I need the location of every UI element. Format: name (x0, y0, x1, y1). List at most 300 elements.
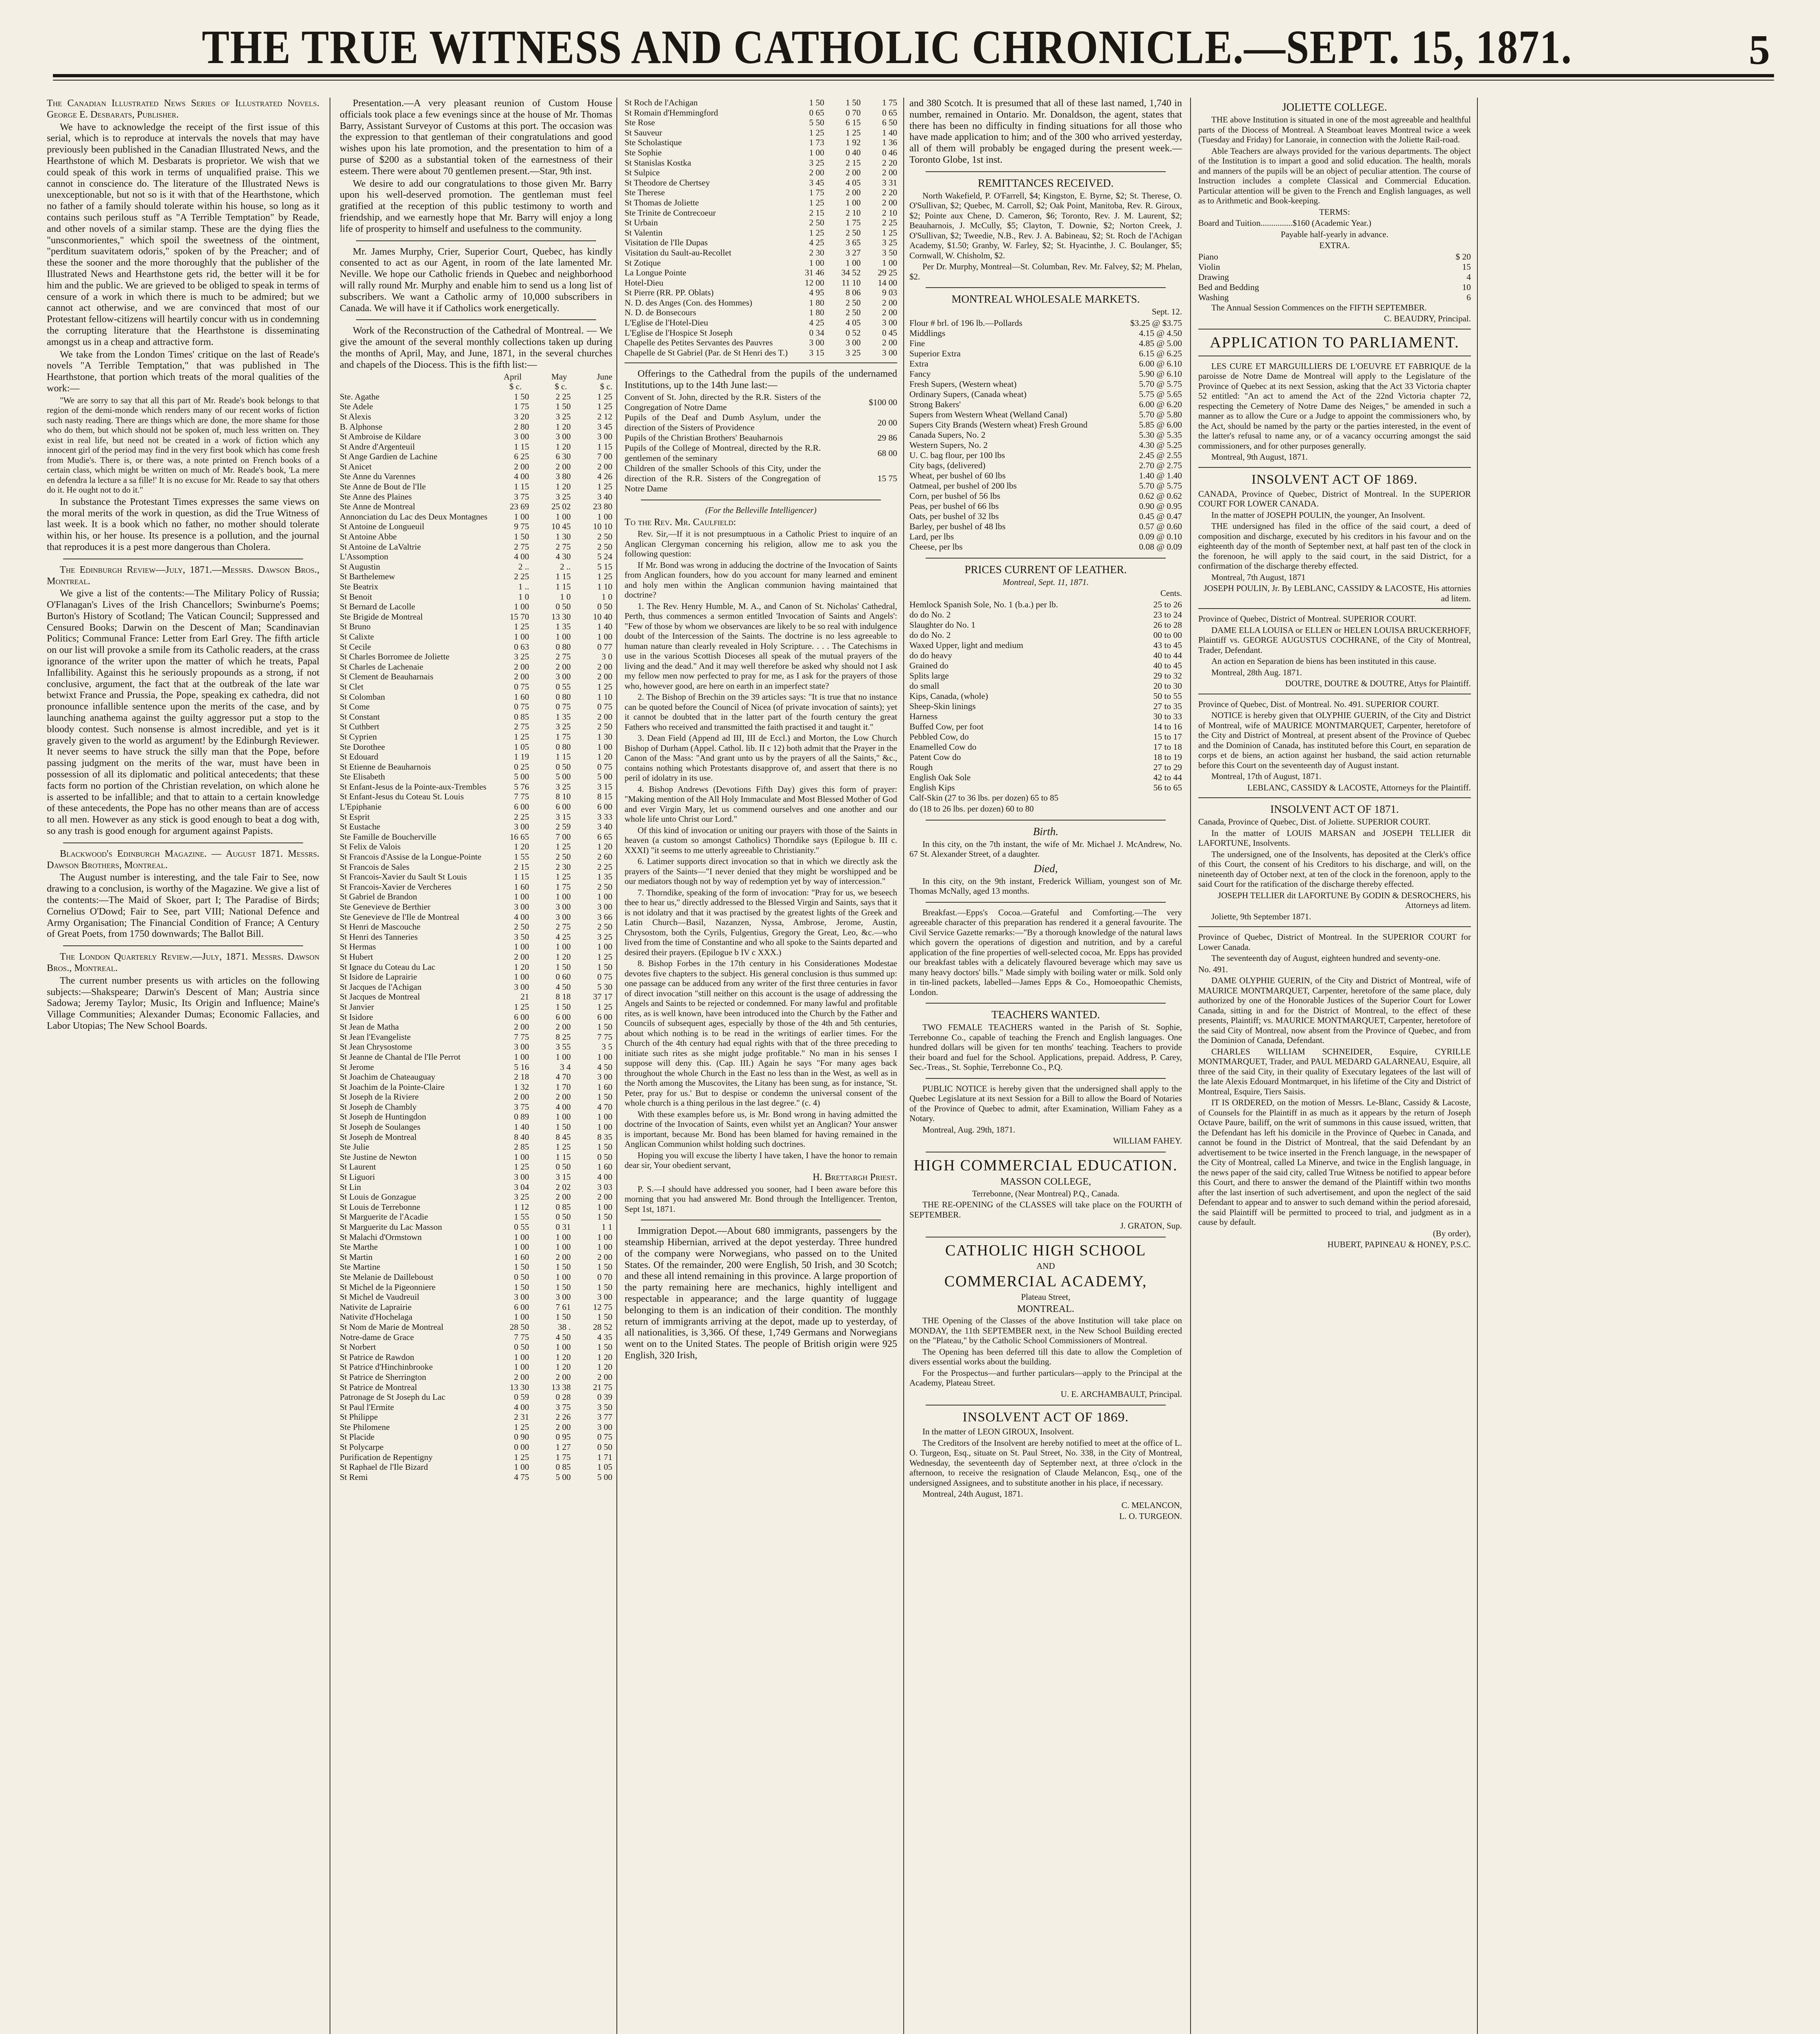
row-value: 3 00 (555, 672, 571, 682)
row-label: St Joachim de Chateauguay (340, 1072, 435, 1082)
row-value: 29 to 32 (1153, 670, 1182, 681)
row-value: 1 50 (809, 98, 824, 107)
collection-row (340, 632, 612, 642)
row-value: 1 00 (514, 631, 529, 642)
leather-date: Montreal, Sept. 11, 1871. (1003, 577, 1089, 587)
row-value: 4 30 (555, 552, 571, 562)
column-2 (340, 98, 612, 2034)
row-value: 1 25 (597, 572, 612, 582)
leather-row (909, 691, 1182, 701)
row-value: 3 45 (809, 177, 824, 188)
row-value: 3 00 (597, 1072, 612, 1082)
row-label: Ste Anne des Plaines (340, 491, 412, 502)
row-value: 2 50 (555, 852, 571, 862)
row-value: 1 15 (555, 582, 571, 591)
row-value: 0.08 @ 0.09 (1139, 541, 1182, 552)
row-value: 0 50 (555, 602, 571, 612)
row-value: 3 03 (597, 1182, 612, 1192)
leather-row (909, 600, 1182, 610)
row-label: do small (909, 681, 939, 691)
leather-row (909, 620, 1182, 630)
row-value: 1 32 (514, 1082, 529, 1092)
quotation: "We are sorry to say that all this part of Mr. Reade's book belongs to that region of the demi-monde which renders many of our recent works of fiction such nasty reading. There are things which are done, the more shame for those who do them, but which should not be spoken of, much less written on. They exist in real life, but need not be created in a work of fiction which any innocent girl of the period may find in the very first book which has come fresh from Mudie's. There is, or there was, a note printed on French books of a certain class, which might be written on much of Mr. Reade's book, 'La mere en defendra la lecture a sa fille!' It is no excuse for Mr. Reade to say that others do it. He ought not to do it." (47, 395, 319, 495)
market-row (909, 450, 1182, 460)
row-label: St Janvier (340, 1002, 374, 1012)
court-heading: Province of Quebec, District of Montreal. In the SUPERIOR COURT for Lower Canada. (1198, 932, 1471, 952)
row-value: 0.62 @ 0.62 (1139, 491, 1182, 501)
row-value: 2 30 (809, 247, 824, 258)
row-value: 2 50 (846, 227, 861, 238)
row-value: 1 00 (514, 1052, 529, 1062)
joliette-body: THE above Institution is situated in one of the most agreeable and healthful parts of the Diocess of Montreal. A Steamboat leaves Montreal twice a week (Tuesday and Friday) for Lanoraie, in connection with the Joliette Rail-road. (1198, 115, 1471, 144)
row-label: Lard, per lbs (909, 531, 954, 541)
collection-row (625, 318, 897, 328)
collection-row (340, 562, 612, 572)
row-label: St Jerome (340, 1062, 374, 1072)
market-row (909, 542, 1182, 552)
row-value: 3 00 (597, 1422, 612, 1432)
row-value: 1 00 (514, 511, 529, 522)
letter-paragraph: 1. The Rev. Henry Humble, M. A., and Canon of St. Nicholas' Cathedral, Perth, thus commences a sermon entitled 'Invocation of Saints and Angels': "Few of those by whom we observances are likely to be so real with indulgence doubt of the Intercession of the Saints. The doctrine is no less agreeable to human nature than clearly revealed in Holy Scripture. . . . The Catechisms in use in the various Scottish Dioceses all speak of the mutual prayers of the living and the dead." And it may well therefore be asked why should not I ask my fellow men now perfected to pray for me, as I ask for the prayers of those who, however good, are here on earth in an imperfect state? (625, 601, 897, 691)
row-value: 1 50 (514, 391, 529, 402)
row-label: St Clement de Beauharnais (340, 672, 434, 682)
row-value: 2 00 (555, 661, 571, 672)
row-label: Fine (909, 338, 925, 348)
row-value: 0.90 @ 0.95 (1139, 501, 1182, 511)
row-value: 1 25 (514, 731, 529, 742)
row-value: 6 00 (555, 802, 571, 812)
collection-row (340, 802, 612, 812)
row-value: 6 30 (555, 452, 571, 462)
row-label: St Jean l'Evangeliste (340, 1032, 411, 1042)
row-label: Rough (909, 762, 933, 772)
row-value: 1 25 (514, 1162, 529, 1172)
divider (625, 362, 897, 363)
row-value: 1 60 (597, 1162, 612, 1172)
row-label: Corn, per bushel of 56 lbs (909, 491, 1001, 501)
row-value: 10 (1462, 282, 1471, 292)
row-value: 6 00 (555, 1012, 571, 1022)
collection-row (340, 1062, 612, 1072)
column-1 (47, 98, 319, 2034)
collection-row (340, 932, 612, 942)
row-value: 8 35 (597, 1132, 612, 1142)
divider (1198, 608, 1471, 609)
row-value: 0 65 (809, 107, 824, 118)
insolvent-body: THE undersigned has filed in the office of the said court, a deed of composition and discharge, executed by his creditors in his favour and on the eighteenth day of the month of September next, at half past ten of the clock in the forenoon, he will apply to the said court, in the said District, for a confirmation of the discharge thereby effected. (1198, 521, 1471, 571)
paragraph: Immigration Depot.—About 680 immigrants, passengers by the steamship Hibernian, arrived at the depot yesterday. Three hundred of the company were Norwegians, who passed on to the United States. Of the remainder, 200 were English, 50 Irish, and 30 Scotch; and these all intend remaining in this province. A large proportion of the party remaining here are mechanics, highly intelligent and respectable in appearance; and the large quantity of luggage belonging to them is an indication of their condition. The monthly return of immigrants arriving at the depot, made up to yesterday, of all nationalities, is 3,366. Of these, 1,749 Germans and Norwegians went on to the United States. The people of British origin were 925 English, 320 Irish, (625, 1225, 897, 1361)
row-value: 1 25 (809, 127, 824, 137)
row-value: 1 15 (555, 1152, 571, 1162)
row-value: 1 00 (514, 1362, 529, 1372)
row-value: 1 25 (597, 681, 612, 692)
row-label: St Antoine Abbe (340, 532, 397, 542)
row-value: 4.15 @ 4.50 (1139, 328, 1182, 338)
market-row (909, 522, 1182, 532)
row-value: 2 00 (514, 661, 529, 672)
row-label: Kips, Canada, (whole) (909, 691, 988, 701)
collection-row (340, 952, 612, 962)
row-value: 4 00 (514, 471, 529, 482)
row-value: 43 to 45 (1153, 640, 1182, 650)
row-value: 1 1 (601, 1222, 612, 1232)
row-value: 1 50 (597, 1022, 612, 1032)
row-value: 1 00 (514, 1312, 529, 1322)
row-label: Ste Anne de Montreal (340, 502, 415, 512)
row-label: Hemlock Spanish Sole, No. 1 (b.a.) per lb. (909, 599, 1058, 609)
masthead (53, 18, 1770, 74)
collection-row (340, 1162, 612, 1172)
review-heading: The London Quarterly Review.—July, 1871. Messrs. Dawson Bros., Montreal. (47, 951, 319, 973)
academy-signature: U. E. ARCHAMBAULT, Principal. (1060, 1389, 1182, 1399)
row-value: 0 50 (514, 1272, 529, 1282)
row-value: 0 50 (514, 1342, 529, 1352)
row-value: 2 75 (555, 922, 571, 932)
row-value: 20 to 30 (1153, 681, 1182, 691)
market-row (909, 481, 1182, 491)
row-label: St Jeanne de Chantal de l'Ile Perrot (340, 1052, 461, 1062)
parliament-title: APPLICATION TO PARLIAMENT. (1210, 334, 1459, 351)
leather-row (909, 742, 1182, 752)
collection-row (340, 442, 612, 452)
court-by-order: (By order), (1433, 1228, 1471, 1238)
row-label: St Patrice de Sherrington (340, 1372, 426, 1382)
row-label: St Louis de Gonzague (340, 1192, 416, 1202)
market-row (909, 532, 1182, 542)
row-value: 29 86 (877, 433, 897, 443)
row-label: Visitation de l'Ile Dupas (625, 238, 708, 248)
collection-row (340, 432, 612, 442)
row-label: N. D. des Anges (Con. des Hommes) (625, 297, 752, 308)
collection-row (340, 602, 612, 612)
collections-header: April May June $ c. $ c. $ c. (503, 371, 612, 392)
row-value: 5 15 (597, 561, 612, 572)
market-row (909, 511, 1182, 522)
row-label: Cheese, per lbs (909, 541, 963, 552)
row-value: 16 65 (509, 831, 529, 842)
row-value: 1 55 (514, 852, 529, 862)
row-value: 0 50 (555, 1212, 571, 1222)
insolvent-title: INSOLVENT ACT OF 1869. (962, 1410, 1129, 1425)
collection-row (340, 722, 612, 732)
row-value: 29 25 (878, 268, 897, 278)
row-label: do do heavy (909, 650, 953, 660)
collections-table (340, 392, 612, 1482)
markets-date: Sept. 12. (1151, 307, 1182, 317)
row-value: 2 59 (555, 822, 571, 832)
row-value: 1 25 (555, 1142, 571, 1152)
row-value: 3 00 (514, 902, 529, 912)
row-value: 28 52 (593, 1322, 612, 1332)
row-value: 11 10 (841, 277, 861, 288)
letter-postscript: P. S.—I should have addressed you sooner, had I been aware before this morning that you had answered Mr. Bond through the Intelligencer. Trenton, Sept 1st, 1871. (625, 1184, 897, 1214)
row-label: St Marguerite de l'Acadie (340, 1212, 428, 1222)
teachers-title: TEACHERS WANTED. (991, 1008, 1100, 1021)
row-value: 1 50 (555, 1262, 571, 1272)
row-value: 20 00 (877, 417, 897, 428)
column-rule (903, 98, 904, 2034)
leather-unit: Cents. (1160, 588, 1182, 598)
letter-paragraph: If Mr. Bond was wrong in adducing the doctrine of the Invocation of Saints from Anglican founders, how do you account for many learned and eminent and holy men within the Anglican communion having maintained that doctrine? (625, 560, 897, 600)
row-label: L'Epiphanie (340, 802, 382, 812)
fee-row (1198, 292, 1471, 303)
row-value: 7 00 (555, 831, 571, 842)
row-value: 3 50 (597, 1402, 612, 1412)
court-parties: DAME ELLA LOUISA or ELLEN or HELEN LOUISA BRUCKERHOFF, Plaintiff vs. GEORGE AUGUSTUS COCHRANE, of the City of Montreal, Trader, Defendant. (1198, 625, 1471, 655)
fee-row (1198, 262, 1471, 272)
row-label: Convent of St. John, directed by the R.R. Sisters of the Congregation of Notre Dame (625, 392, 821, 412)
row-value: 3 00 (882, 318, 897, 328)
row-label: St Enfant-Jesus du Coteau St. Louis (340, 792, 464, 802)
row-value: 2 50 (597, 722, 612, 732)
collection-row (340, 1122, 612, 1132)
collection-row (340, 992, 612, 1002)
row-label: Visitation du Sault-au-Recollet (625, 247, 732, 258)
insolvent-1869-title: INSOLVENT ACT OF 1869. (1251, 472, 1418, 487)
row-value: 1 60 (514, 692, 529, 702)
row-value: 5 00 (597, 1472, 612, 1482)
row-value: 13 30 (551, 611, 571, 622)
row-label: St Felix de Valois (340, 842, 401, 852)
row-value: 7 00 (597, 452, 612, 462)
row-value: 0 25 (514, 762, 529, 772)
row-value: 2 00 (555, 1092, 571, 1102)
row-value: 5.30 @ 5.35 (1139, 430, 1182, 440)
row-value: 0 50 (555, 762, 571, 772)
row-label: St Isidore de Laprairie (340, 972, 417, 982)
market-row (909, 338, 1182, 349)
row-label: Chapelle de St Gabriel (Par. de St Henri des T.) (625, 347, 788, 358)
row-value: 5 00 (597, 772, 612, 782)
row-value: 2 00 (809, 168, 824, 178)
market-row (909, 318, 1182, 328)
row-value: 2 00 (882, 197, 897, 207)
row-value: 3 80 (555, 471, 571, 482)
row-value: 5.70 @ 5.80 (1139, 409, 1182, 419)
row-value: 8 40 (514, 1132, 529, 1142)
row-value: 1 25 (555, 842, 571, 852)
row-value: 3 15 (555, 812, 571, 822)
insolvent-matter: In the matter of LEON GIROUX, Insolvent. (922, 1427, 1074, 1437)
row-value: 1 00 (597, 1202, 612, 1212)
row-value: 0 50 (555, 1162, 571, 1172)
leather-row (909, 773, 1182, 783)
row-value: 2 60 (597, 852, 612, 862)
row-value: 6 65 (597, 831, 612, 842)
collection-row (340, 1232, 612, 1242)
collection-row (340, 1102, 612, 1112)
row-value: 2 00 (555, 1422, 571, 1432)
row-value: 4 70 (555, 1072, 571, 1082)
collection-row (340, 1412, 612, 1422)
collection-row (340, 492, 612, 502)
row-value: 1 60 (514, 882, 529, 892)
court-heading: Province of Quebec, District of Montreal. SUPERIOR COURT. (1198, 614, 1417, 624)
row-label: St Colomban (340, 692, 385, 702)
row-value: 1 75 (514, 402, 529, 412)
row-value: 68 00 (877, 448, 897, 458)
row-value: 1 .. (518, 582, 529, 591)
row-value: 3 25 (846, 347, 861, 358)
row-value: 3 4 (560, 1062, 571, 1072)
row-label: Ste Melanie de Dailleboust (340, 1272, 434, 1282)
row-label: City bags, (delivered) (909, 460, 985, 470)
row-value: 56 to 65 (1153, 782, 1182, 792)
row-label: Barley, per bushel of 48 lbs (909, 521, 1006, 531)
row-value: 14 to 16 (1153, 721, 1182, 731)
row-value: 4 50 (597, 1062, 612, 1072)
row-label: Oatmeal, per bushel of 200 lbs (909, 480, 1017, 491)
row-value: 6 15 (846, 118, 861, 128)
row-value: 7 75 (597, 1032, 612, 1042)
row-label: B. Alphonse (340, 421, 382, 432)
row-label: Superior Extra (909, 348, 961, 358)
row-value: 23 80 (593, 502, 612, 512)
collection-row (340, 1252, 612, 1262)
row-label: Ste Beatrix (340, 582, 378, 591)
review-heading: The Edinburgh Review—July, 1871.—Messrs. Dawson Bros., Montreal. (47, 564, 319, 587)
row-value: 1 00 (809, 258, 824, 268)
divider (926, 287, 1166, 288)
row-label: L'Eglise de l'Hotel-Dieu (625, 318, 708, 328)
row-value: 1 00 (555, 892, 571, 902)
row-label: St Jacques de l'Achigan (340, 982, 422, 992)
collection-row (340, 1272, 612, 1282)
row-value: 2 25 (514, 812, 529, 822)
row-value: 1 50 (597, 1262, 612, 1272)
row-value: 0 39 (597, 1392, 612, 1402)
row-value: 1 25 (514, 1452, 529, 1462)
row-label: St Ignace du Coteau du Lac (340, 962, 435, 972)
row-value: 3 75 (514, 491, 529, 502)
row-value: 6 00 (597, 1012, 612, 1022)
collection-row (340, 1012, 612, 1022)
divider (926, 171, 1166, 172)
row-value: 1 25 (809, 227, 824, 238)
row-value: 9 03 (882, 288, 897, 298)
row-label: Fresh Supers, (Western wheat) (909, 379, 1017, 389)
market-row (909, 359, 1182, 369)
collection-row (340, 962, 612, 972)
row-label: St Norbert (340, 1342, 376, 1352)
row-value: 37 17 (593, 992, 612, 1002)
row-value: 2 20 (882, 157, 897, 168)
joliette-body: Able Teachers are always provided for the various departments. The object of the Institution is to impart a good and solid education. The health, morals and manners of the pupils will be an object of peculiar attention. The course of Instruction includes a complete Classical and Commercial Education. Particular attention will be given to the French and English languages, as well as to Arithmetic and Book-keeping. (1198, 146, 1471, 205)
row-value: 2 00 (882, 308, 897, 318)
leather-row (909, 711, 1182, 722)
row-value: 27 to 29 (1153, 762, 1182, 772)
row-value: 0.09 @ 0.10 (1139, 531, 1182, 541)
collection-row (340, 642, 612, 652)
row-label: St Joseph de Chambly (340, 1102, 417, 1112)
collection-row (340, 1322, 612, 1332)
collection-row (340, 1092, 612, 1102)
row-label: Ste Sophie (625, 147, 662, 157)
collection-row (625, 118, 897, 128)
row-value: 1 00 (809, 147, 824, 157)
row-value: 1 00 (846, 197, 861, 207)
row-label: Ste Martine (340, 1262, 380, 1272)
joliette-extra: EXTRA. (1319, 240, 1350, 250)
row-value: 2 20 (882, 188, 897, 198)
row-value: 3 33 (597, 812, 612, 822)
column-3 (625, 98, 897, 2034)
row-value: 1 00 (555, 1112, 571, 1122)
row-label: Bed and Bedding (1198, 282, 1259, 292)
collection-row (340, 422, 612, 432)
row-value: 2 00 (514, 952, 529, 962)
row-value: 1 00 (514, 1352, 529, 1362)
divider (926, 558, 1166, 559)
collection-row (340, 1262, 612, 1272)
collection-row (340, 1202, 612, 1212)
row-label: St Edouard (340, 752, 378, 762)
paragraph: We desire to add our congratulations to those given Mr. Barry upon his well-deserved promotion. The gentleman must feel gratified at the reception of this public testimony to worth and friendship, and we earnestly hope that Mr. Barry will enjoy a long life of prosperity to himself and usefulness to the community. (340, 178, 612, 234)
row-value: 1 00 (846, 258, 861, 268)
collection-row (340, 1402, 612, 1412)
letter-paragraph: 8. Bishop Forbes in the 17th century in his Considerationes Modestae devotes five chapters to the subject. His general conclusion is thus summed up: one passage can be adduced from any writer of the first three centuries in favor of direct invocation "still neither on this account is the usage of addressing the Angels and Saints to be rejected or condemned. For many lawful and profitable rites, as is well known, have been introduced into the Church by the Father and Councils of subsequent ages, especially by those of the 4th and 5th centuries, about which nothing is to be read in the writings of earlier times. For the Church of the 4th century had equal rights with that of the three preceding to initiate such rites as she might judge profitable." No man in his senses I suppose will deny this. (Cap. III.) Again he says "For many ages back throughout the whole Church in the East no less than in the West, as well as in the North among the Muscovites, the Litany has been sung, as for instance, 'St. Peter, pray for us.' But to despise or condemn the universal consent of the whole church is a thing perilous in the last degree." (c. 4) (625, 958, 897, 1108)
row-label: St Remi (340, 1472, 368, 1482)
row-value: 0 85 (514, 711, 529, 722)
row-value: 8 25 (555, 1032, 571, 1042)
row-value: 1 25 (846, 127, 861, 137)
market-row (909, 399, 1182, 410)
row-label: Ste Genevieve de Berthier (340, 902, 430, 912)
row-value: 4 00 (597, 1172, 612, 1182)
collection-row (340, 972, 612, 982)
academy-street: Plateau Street, (1021, 1292, 1071, 1302)
died-title: Died, (1033, 862, 1058, 875)
academy-body: THE Opening of the Classes of the above Institution will take place on MONDAY, the 11th SEPTEMBER next, in the New School Building erected on the "Plateau," by the Catholic School Commissioners of Montreal. (909, 1316, 1182, 1346)
collection-row (340, 1452, 612, 1462)
row-label: Ste Anne de Bout de l'Ile (340, 482, 426, 492)
row-value: 5.85 @ 6.00 (1139, 419, 1182, 430)
row-value: 2 00 (514, 1022, 529, 1032)
row-label: St Philippe (340, 1412, 378, 1422)
row-value: 3 15 (809, 347, 824, 358)
row-value: 3 15 (597, 781, 612, 792)
row-value: 2 00 (514, 1092, 529, 1102)
row-value: 6.00 @ 6.10 (1139, 358, 1182, 369)
row-label: St Bernard de Lacolle (340, 602, 415, 612)
row-label: Ste Genevieve de l'Ile de Montreal (340, 912, 459, 922)
row-value: 3 40 (597, 491, 612, 502)
row-label: St Anicet (340, 461, 372, 471)
collection-row (625, 168, 897, 178)
collection-row (340, 1222, 612, 1232)
collection-row (340, 942, 612, 952)
row-value: 1 00 (597, 892, 612, 902)
collection-row (340, 742, 612, 752)
row-value: $ 20 (1455, 251, 1471, 262)
offering-row (625, 392, 897, 412)
row-value: 7 75 (514, 792, 529, 802)
letter-paragraph: 2. The Bishop of Brechin on the 39 articles says: "It is true that no instance can be quoted before the Council of Nicea (of private invocation of saints); yet it cannot be doubted that in the latter part of the fourth century the great Fathers who received and transmitted the faith practised it and taught it." (625, 692, 897, 732)
row-value: 1 00 (555, 1232, 571, 1242)
row-label: Supers City Brands (Western wheat) Fresh Ground (909, 419, 1088, 430)
row-label: St Benoit (340, 591, 372, 602)
row-value: 0 75 (597, 702, 612, 712)
market-row (909, 440, 1182, 450)
row-value: 1 35 (555, 622, 571, 632)
joliette-payable: Payable half-yearly in advance. (1280, 229, 1389, 239)
row-value: 1 00 (597, 942, 612, 952)
row-value: 3 55 (555, 1042, 571, 1052)
collection-row (340, 1432, 612, 1442)
collection-row (340, 892, 612, 902)
row-value: 0 52 (846, 327, 861, 338)
collection-row (625, 228, 897, 238)
